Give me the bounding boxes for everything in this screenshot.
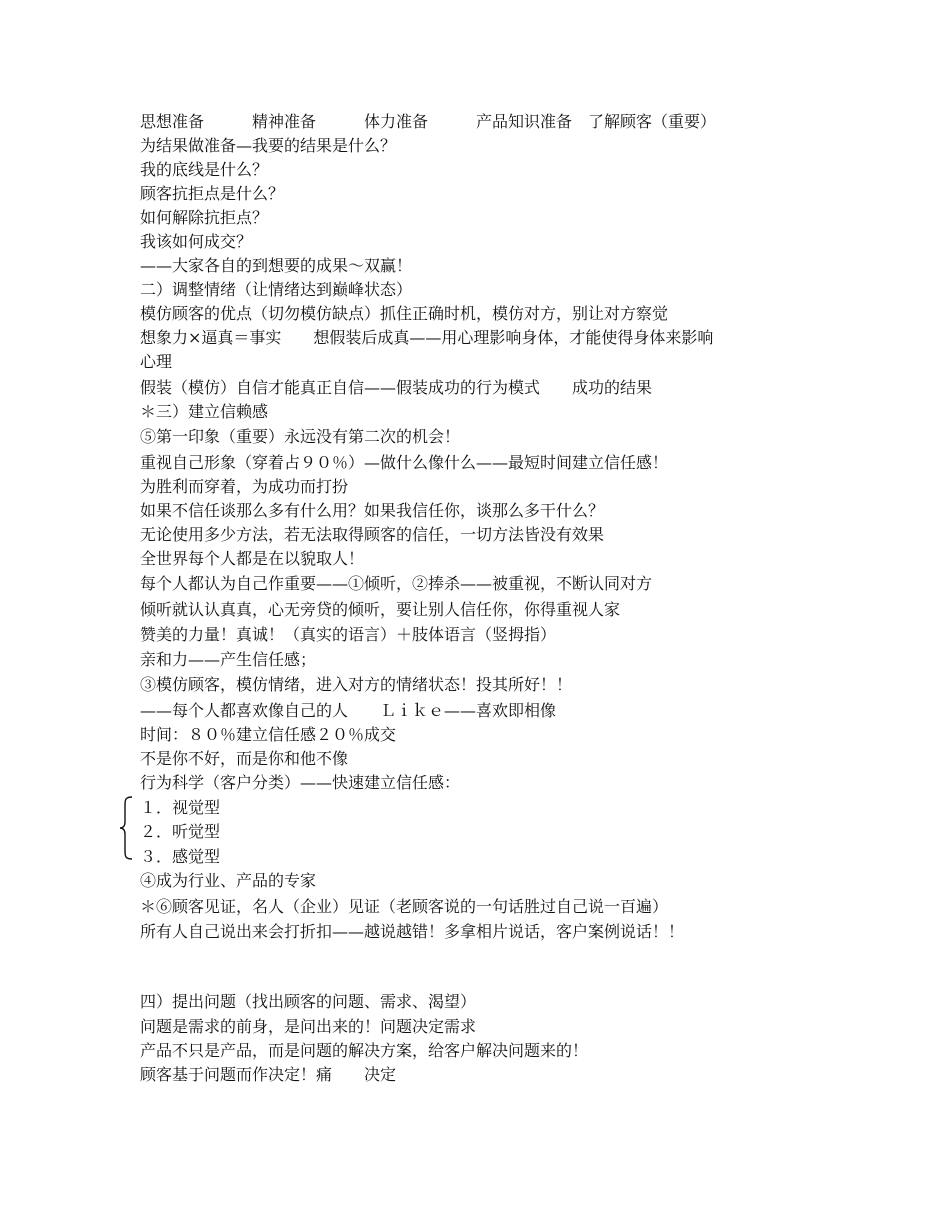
text-line: ④成为行业、产品的专家 [140,871,317,890]
text-line: 赞美的力量！真诚！（真实的语言）＋肢体语言（竖拇指） [140,625,557,644]
text-line: 我的底线是什么？ [140,160,269,179]
text-line: 倾听就认认真真，心无旁贷的倾听，要让别人信任你，你得重视人家 [140,600,621,619]
text-line: 重视自己形象（穿着占９０％）—做什么像什么——最短时间建立信任感！ [140,453,669,472]
section-heading: 四）提出问题（找出顾客的问题、需求、渴望） [140,992,477,1011]
text-line: 所有人自己说出来会打折扣——越说越错！多拿相片说话，客户案例说话！！ [140,922,685,941]
text-line: 想象力×逼真＝事实 想假装后成真——用心理影响身体，才能使得身体来影响 [140,328,714,347]
text-line: 亲和力——产生信任感； [140,650,317,669]
text-line: 问题是需求的前身，是问出来的！问题决定需求 [140,1017,477,1036]
text-line: ⑤第一印象（重要）永远没有第二次的机会！ [140,427,461,446]
text-line: 如何解除抗拒点？ [140,208,269,227]
section-heading: ＊三）建立信赖感 [140,402,269,421]
curly-brace-icon [119,796,133,860]
section-heading: 二）调整情绪（让情绪达到巅峰状态） [140,280,413,299]
text-line: 无论使用多少方法，若无法取得顾客的信任，一切方法皆没有效果 [140,525,605,544]
text-line: 时间：８０％建立信任感２０％成交 [140,725,397,744]
text-line: 不是你不好，而是你和他不像 [140,749,349,768]
list-item: １．视觉型 [140,798,221,817]
text-line: 心理 [140,352,173,371]
text-line: 为结果做准备—我要的结果是什么？ [140,136,397,155]
text-line: 行为科学（客户分类）——快速建立信任感： [140,773,461,792]
text-line: 全世界每个人都是在以貌取人！ [140,549,365,568]
text-line: 产品不只是产品，而是问题的解决方案，给客户解决问题来的！ [140,1041,589,1060]
text-line: 如果不信任谈那么多有什么用？如果我信任你，谈那么多干什么？ [140,501,605,520]
text-line: ＊⑥顾客见证，名人（企业）见证（老顾客说的一句话胜过自己说一百遍） [140,897,669,916]
list-item: ２．听觉型 [140,822,221,841]
text-line: 顾客基于问题而作决定！痛 决定 [140,1065,397,1084]
text-line: 思想准备 精神准备 体力准备 产品知识准备 了解顾客（重要） [140,112,717,131]
text-line: ③模仿顾客，模仿情绪，进入对方的情绪状态！投其所好！！ [140,675,573,694]
text-line: ——大家各自的到想要的成果～双赢！ [140,256,413,275]
text-line: 为胜利而穿着，为成功而打扮 [140,477,349,496]
text-line: 每个人都认为自己作重要——①倾听，②捧杀——被重视，不断认同对方 [140,574,653,593]
text-line: 假装（模仿）自信才能真正自信——假装成功的行为模式 成功的结果 [140,378,653,397]
text-line: 模仿顾客的优点（切勿模仿缺点）抓住正确时机，模仿对方，别让对方察觉 [140,304,669,323]
text-line: 我该如何成交？ [140,232,253,251]
text-line: ——每个人都喜欢像自己的人 Ｌｉｋｅ——喜欢即相像 [140,701,557,720]
text-line: 顾客抗拒点是什么？ [140,184,285,203]
list-item: ３．感觉型 [140,847,221,866]
